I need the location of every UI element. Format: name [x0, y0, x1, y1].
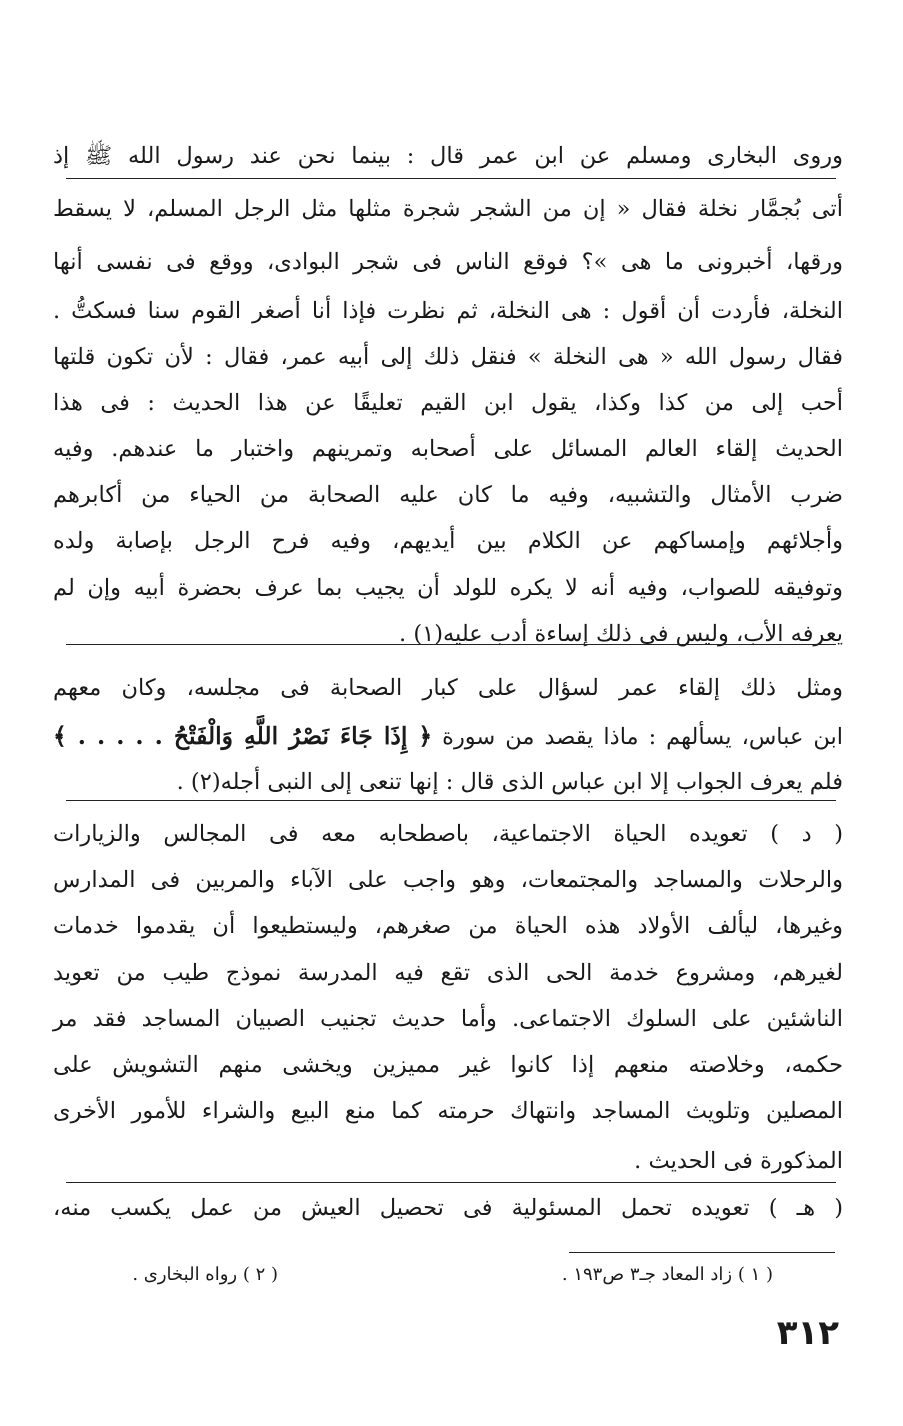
line-rule [66, 644, 836, 645]
body-line: فقال رسول الله « هى النخلة » فنقل ذلك إلى أبيه عمر، فقال : لأن تكون قلتها [53, 344, 843, 370]
body-line: فلم يعرف الجواب إلا ابن عباس الذى قال : إنها تنعى إلى النبى أجله(٢) . [176, 769, 843, 795]
line-rule [66, 1182, 836, 1183]
page-number: ٣١٢ [776, 1313, 839, 1353]
line-rule [66, 800, 836, 801]
body-line: وروى البخارى ومسلم عن ابن عمر قال : بينما نحن عند رسول الله ﷺ إذ [53, 143, 843, 169]
body-line: المذكورة فى الحديث . [634, 1148, 843, 1174]
body-line: الحديث إلقاء العالم المسائل على أصحابه وتمرينهم واختبار ما عندهم. وفيه [53, 436, 843, 462]
body-line: لغيرهم، ومشروع خدمة الحى الذى تقع فيه المدرسة نموذج طيب من تعويد [53, 960, 843, 986]
body-line-text: ابن عباس، يسألهم : ماذا يقصد من سورة [442, 724, 844, 750]
quran-quote: ﴿ إِذَا جَاءَ نَصْرُ اللَّهِ وَالْفَتْحُ . . . . . ﴾ [53, 722, 433, 750]
body-line: ( د ) تعويده الحياة الاجتماعية، باصطحابه معه فى المجالس والزيارات [53, 821, 843, 847]
footnote-2: ( ٢ ) رواه البخارى . [132, 1264, 278, 1285]
body-line: ( هـ ) تعويده تحمل المسئولية فى تحصيل العيش من عمل يكسب منه، [53, 1195, 843, 1221]
body-line: النخلة، فأردت أن أقول : هى النخلة، ثم نظرت فإذا أنا أصغر القوم سنا فسكتُّ . [53, 298, 843, 324]
body-line: ورقها، أخبرونى ما هى »؟ فوقع الناس فى شجر البوادى، ووقع فى نفسى أنها [53, 249, 843, 275]
body-line-with-quote [53, 714, 843, 759]
body-line: والرحلات والمساجد والمجتمعات، وهو واجب على الآباء والمربين فى المدارس [53, 867, 843, 893]
body-line: وأجلائهم وإمساكهم عن الكلام بين أيديهم، وفيه فرح الرجل بإصابة ولده [53, 528, 843, 554]
body-line: أتى بُجمَّار نخلة فقال « إن من الشجر شجرة مثلها مثل الرجل المسلم، لا يسقط [53, 196, 843, 222]
body-line: أحب إلى من كذا وكذا، يقول ابن القيم تعليقًا عن هذا الحديث : فى هذا [53, 390, 843, 416]
body-line: الناشئين على السلوك الاجتماعى. وأما حديث تجنيب الصبيان المساجد فقد مر [53, 1006, 843, 1032]
body-line: وتوفيقه للصواب، وفيه أنه لا يكره للولد أن يجيب بما عرف بحضرة أبيه وإن لم [53, 575, 843, 601]
body-line: حكمه، وخلاصته منعهم إذا كانوا غير مميزين ويخشى منهم التشويش على [53, 1052, 843, 1078]
footnote-separator [569, 1252, 835, 1253]
footnote-1: ( ١ ) زاد المعاد جـ٣ ص١٩٣ . [561, 1264, 773, 1285]
line-rule [66, 178, 836, 179]
body-line: المصلين وتلويث المساجد وانتهاك حرمته كما منع البيع والشراء للأمور الأخرى [53, 1098, 843, 1124]
body-line: وغيرها، ليألف الأولاد هذه الحياة من صغرهم، وليستطيعوا أن يقدموا خدمات [53, 913, 843, 939]
body-line: ومثل ذلك إلقاء عمر لسؤال على كبار الصحابة فى مجلسه، وكان معهم [53, 675, 843, 701]
body-line: ضرب الأمثال والتشبيه، وفيه ما كان عليه الصحابة من الحياء من أكابرهم [53, 482, 843, 508]
body-line: يعرفه الأب، وليس فى ذلك إساءة أدب عليه(١) . [399, 621, 843, 647]
